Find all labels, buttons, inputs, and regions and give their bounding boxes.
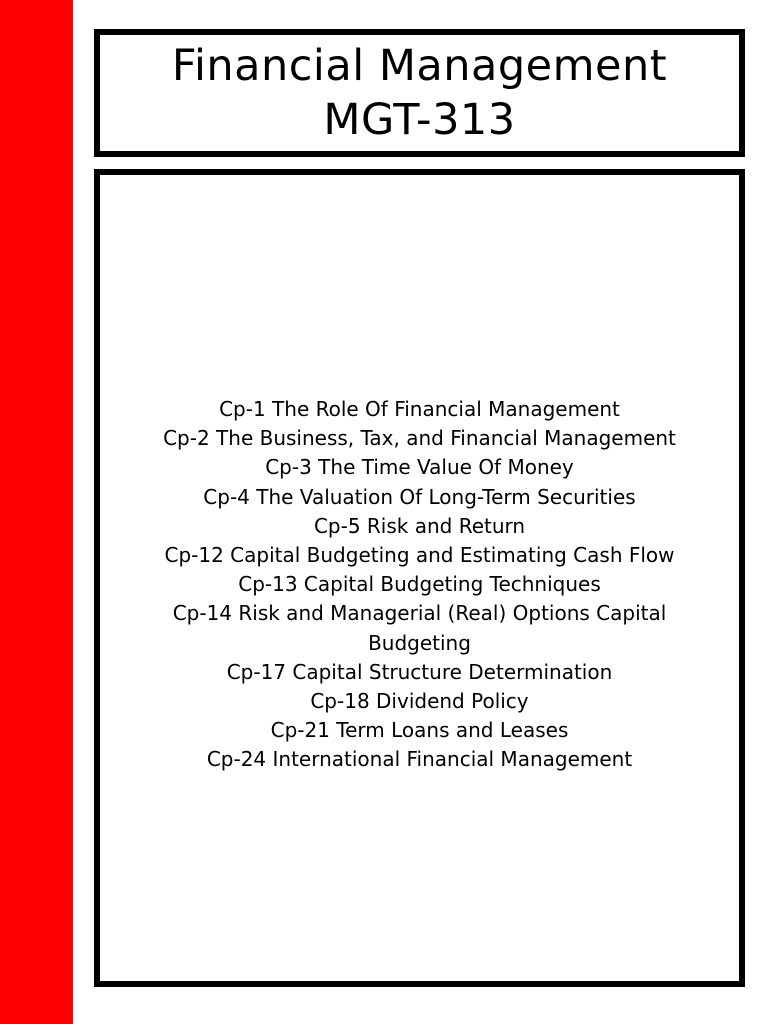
chapter-item: Cp-12 Capital Budgeting and Estimating Cash Flow	[164, 543, 675, 568]
chapter-item: Cp-4 The Valuation Of Long-Term Securities	[203, 484, 636, 509]
chapter-list-box	[94, 169, 745, 987]
chapter-item: Cp-2 The Business, Tax, and Financial Management	[163, 426, 676, 451]
title-box	[94, 29, 745, 157]
chapter-list	[100, 395, 739, 775]
chapter-item: Cp-5 Risk and Return	[313, 513, 526, 538]
red-side-stripe	[0, 0, 73, 1024]
chapter-item: Cp-24 International Financial Management	[206, 747, 633, 772]
course-title: Financial Management	[171, 41, 668, 91]
chapter-item: Cp-14 Risk and Managerial (Real) Options Capital Budgeting	[172, 601, 667, 655]
course-code: MGT-313	[323, 95, 516, 145]
chapter-item: Cp-3 The Time Value Of Money	[265, 455, 574, 480]
chapter-item: Cp-1 The Role Of Financial Management	[219, 397, 620, 421]
chapter-item: Cp-13 Capital Budgeting Techniques	[238, 572, 601, 597]
chapter-item: Cp-18 Dividend Policy	[310, 689, 529, 714]
chapter-item: Cp-21 Term Loans and Leases	[270, 718, 569, 743]
chapter-item: Cp-17 Capital Structure Determination	[226, 659, 613, 684]
